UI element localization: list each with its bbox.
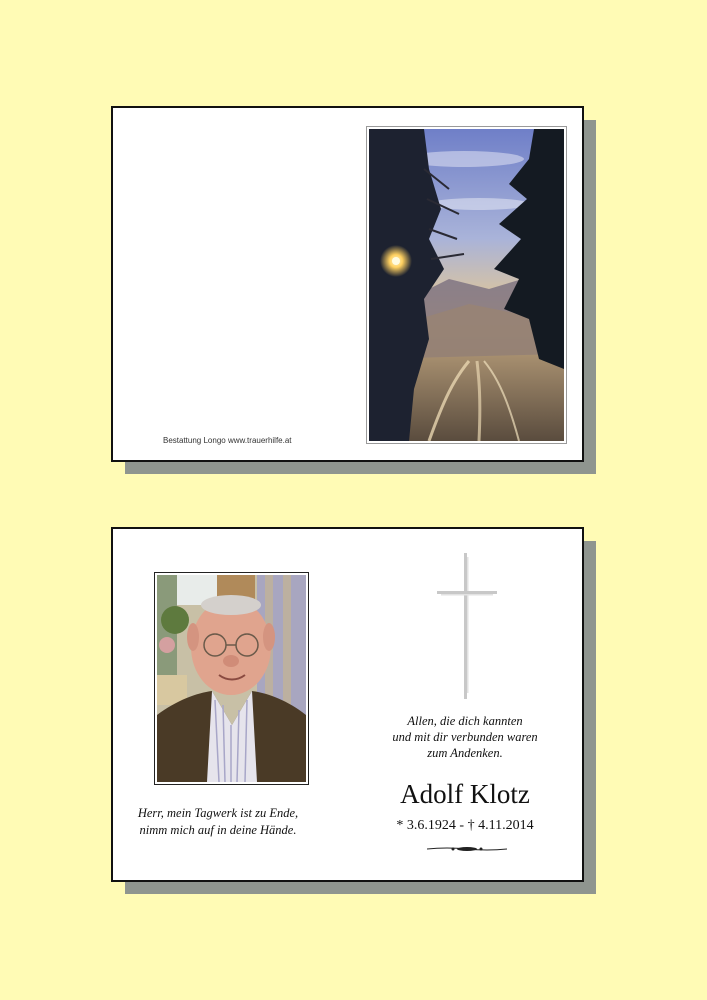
ornament-divider-icon xyxy=(427,844,507,854)
landscape-photo-frame xyxy=(366,126,567,444)
portrait-photo xyxy=(157,575,306,782)
cross-icon xyxy=(437,553,497,699)
card-outer xyxy=(111,106,584,462)
funeral-home-credit: Bestattung Longo www.trauerhilfe.at xyxy=(163,436,292,445)
verse-right xyxy=(365,713,565,761)
verse-left-line: nimm mich auf in deine Hände. xyxy=(139,823,297,837)
verse-right-line: zum Andenken. xyxy=(427,746,503,760)
portrait-photo-frame xyxy=(154,572,309,785)
verse-right-line: Allen, die dich kannten xyxy=(407,714,523,728)
deceased-name: Adolf Klotz xyxy=(400,779,530,809)
verse-right-line: und mit dir verbunden waren xyxy=(392,730,538,744)
verse-left xyxy=(123,805,313,839)
card-inner xyxy=(111,527,584,882)
verse-left-line: Herr, mein Tagwerk ist zu Ende, xyxy=(137,806,299,820)
winter-sunset-landscape-image xyxy=(369,129,564,441)
life-dates: * 3.6.1924 - † 4.11.2014 xyxy=(396,818,534,833)
